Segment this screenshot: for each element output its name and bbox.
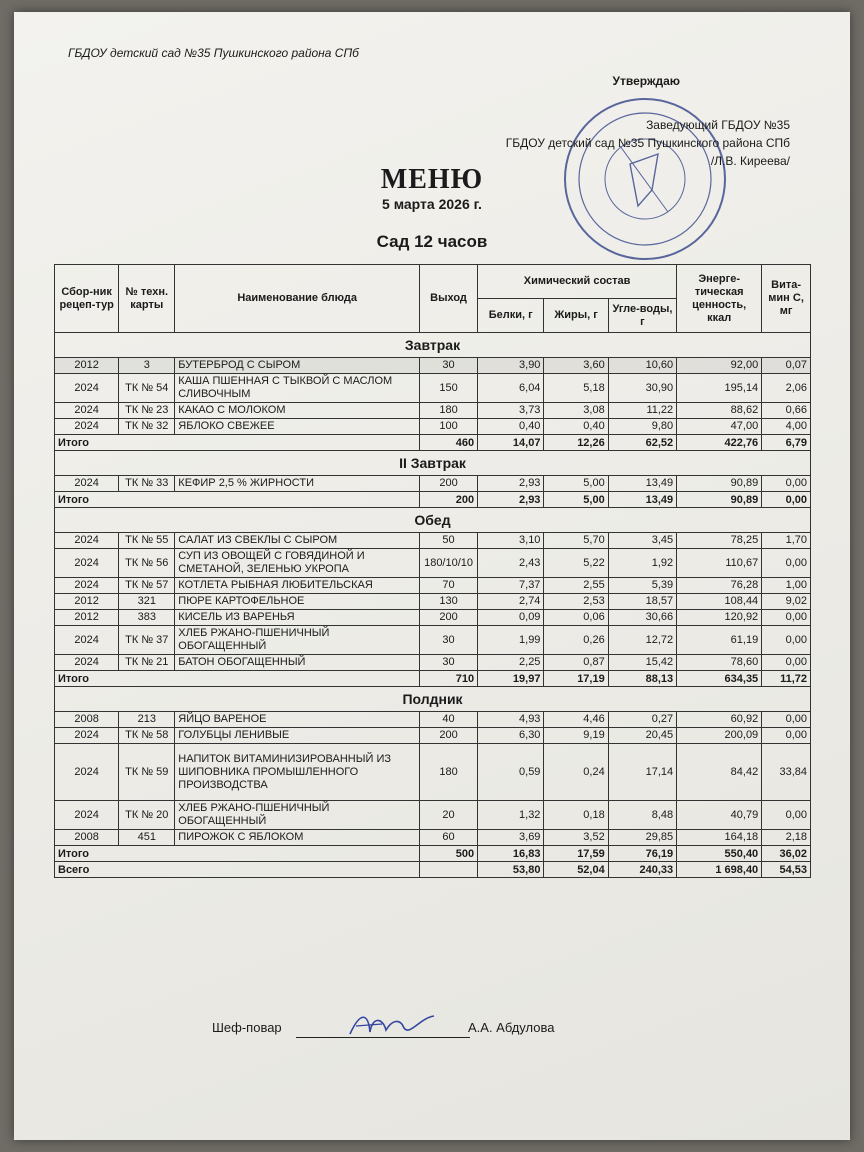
- table-cell: 78,60: [677, 655, 762, 671]
- table-cell: 0,09: [478, 610, 544, 626]
- total-cell: 11,72: [762, 671, 811, 687]
- table-cell: 120,92: [677, 610, 762, 626]
- table-cell: 9,19: [544, 728, 608, 744]
- table-cell: 0,00: [762, 801, 811, 830]
- header-chemical-composition: Химический состав: [478, 265, 677, 299]
- table-cell: 0,00: [762, 712, 811, 728]
- table-cell: 1,70: [762, 533, 811, 549]
- table-cell: КЕФИР 2,5 % ЖИРНОСТИ: [175, 476, 420, 492]
- table-cell: 0,40: [478, 419, 544, 435]
- table-cell: ТК № 59: [119, 744, 175, 801]
- table-cell: 2008: [55, 712, 119, 728]
- total-cell: 6,79: [762, 435, 811, 451]
- table-cell: 2024: [55, 801, 119, 830]
- table-cell: 88,62: [677, 403, 762, 419]
- table-cell: 20,45: [608, 728, 676, 744]
- table-cell: 17,14: [608, 744, 676, 801]
- table-cell: ПЮРЕ КАРТОФЕЛЬНОЕ: [175, 594, 420, 610]
- table-cell: 200: [420, 476, 478, 492]
- table-cell: ТК № 57: [119, 578, 175, 594]
- table-cell: 1,32: [478, 801, 544, 830]
- total-cell: 2,93: [478, 492, 544, 508]
- table-cell: 6,04: [478, 374, 544, 403]
- table-cell: ТК № 21: [119, 655, 175, 671]
- table-cell: 30,66: [608, 610, 676, 626]
- total-cell: 710: [420, 671, 478, 687]
- table-cell: 0,00: [762, 728, 811, 744]
- total-cell: 36,02: [762, 846, 811, 862]
- table-cell: 3,90: [478, 358, 544, 374]
- table-cell: 12,72: [608, 626, 676, 655]
- total-cell: 76,19: [608, 846, 676, 862]
- section-title: Обед: [55, 508, 811, 533]
- table-cell: 6,30: [478, 728, 544, 744]
- total-label: Итого: [55, 846, 420, 862]
- table-cell: 0,07: [762, 358, 811, 374]
- table-row: [55, 549, 811, 578]
- table-row: [55, 594, 811, 610]
- table-cell: 3,08: [544, 403, 608, 419]
- page-title: МЕНЮ: [380, 164, 484, 195]
- table-cell: 2024: [55, 655, 119, 671]
- table-cell: 0,40: [544, 419, 608, 435]
- table-cell: ТК № 54: [119, 374, 175, 403]
- total-cell: 19,97: [478, 671, 544, 687]
- table-cell: 2008: [55, 830, 119, 846]
- table-cell: 60,92: [677, 712, 762, 728]
- table-cell: 40: [420, 712, 478, 728]
- table-cell: 2012: [55, 358, 119, 374]
- table-cell: 2012: [55, 610, 119, 626]
- table-cell: 5,39: [608, 578, 676, 594]
- table-cell: БУТЕРБРОД С СЫРОМ: [175, 358, 420, 374]
- table-row: [55, 419, 811, 435]
- table-cell: ТК № 20: [119, 801, 175, 830]
- total-cell: 550,40: [677, 846, 762, 862]
- grand-total-cell: 240,33: [608, 862, 676, 878]
- total-cell: 460: [420, 435, 478, 451]
- total-cell: 500: [420, 846, 478, 862]
- table-cell: 195,14: [677, 374, 762, 403]
- table-cell: 0,00: [762, 549, 811, 578]
- table-cell: 0,27: [608, 712, 676, 728]
- table-cell: 200: [420, 728, 478, 744]
- table-cell: КАКАО С МОЛОКОМ: [175, 403, 420, 419]
- table-cell: 2,25: [478, 655, 544, 671]
- table-cell: КИСЕЛЬ ИЗ ВАРЕНЬЯ: [175, 610, 420, 626]
- table-cell: 18,57: [608, 594, 676, 610]
- header-proteins: Белки, г: [478, 299, 544, 333]
- table-cell: 3,10: [478, 533, 544, 549]
- table-cell: 164,18: [677, 830, 762, 846]
- table-cell: 180: [420, 744, 478, 801]
- table-cell: 0,87: [544, 655, 608, 671]
- table-cell: 4,00: [762, 419, 811, 435]
- table-cell: 61,19: [677, 626, 762, 655]
- table-cell: 3,73: [478, 403, 544, 419]
- table-cell: 2024: [55, 744, 119, 801]
- table-cell: 2024: [55, 374, 119, 403]
- table-cell: 20: [420, 801, 478, 830]
- table-cell: 180/10/10: [420, 549, 478, 578]
- grand-total-label: Всего: [55, 862, 420, 878]
- table-cell: ПИРОЖОК С ЯБЛОКОМ: [175, 830, 420, 846]
- table-cell: 7,37: [478, 578, 544, 594]
- total-cell: 200: [420, 492, 478, 508]
- table-cell: 30: [420, 626, 478, 655]
- total-cell: 13,49: [608, 492, 676, 508]
- section-header-row: [55, 333, 811, 358]
- grand-total-cell: 1 698,40: [677, 862, 762, 878]
- table-cell: 130: [420, 594, 478, 610]
- table-cell: ЯЙЦО ВАРЕНОЕ: [175, 712, 420, 728]
- table-cell: 3,45: [608, 533, 676, 549]
- table-cell: 70: [420, 578, 478, 594]
- grand-total-row: [55, 862, 811, 878]
- table-cell: 29,85: [608, 830, 676, 846]
- table-cell: 30: [420, 655, 478, 671]
- table-row: [55, 358, 811, 374]
- table-cell: 84,42: [677, 744, 762, 801]
- table-cell: 13,49: [608, 476, 676, 492]
- table-cell: 321: [119, 594, 175, 610]
- section-title: Полдник: [55, 687, 811, 712]
- table-row: [55, 626, 811, 655]
- table-row: [55, 712, 811, 728]
- menu-document: [14, 12, 850, 1140]
- table-cell: 383: [119, 610, 175, 626]
- table-cell: ТК № 33: [119, 476, 175, 492]
- table-cell: 200,09: [677, 728, 762, 744]
- total-cell: 90,89: [677, 492, 762, 508]
- table-cell: ТК № 56: [119, 549, 175, 578]
- total-cell: 88,13: [608, 671, 676, 687]
- table-cell: 0,06: [544, 610, 608, 626]
- total-cell: 12,26: [544, 435, 608, 451]
- menu-date: 5 марта 2026 г.: [382, 196, 482, 212]
- table-cell: КОТЛЕТА РЫБНАЯ ЛЮБИТЕЛЬСКАЯ: [175, 578, 420, 594]
- table-cell: 30,90: [608, 374, 676, 403]
- table-cell: 40,79: [677, 801, 762, 830]
- table-row: [55, 578, 811, 594]
- approval-block: [506, 72, 790, 170]
- chef-name: А.А. Абдулова: [468, 1020, 555, 1035]
- table-cell: ГОЛУБЦЫ ЛЕНИВЫЕ: [175, 728, 420, 744]
- table-cell: ТК № 58: [119, 728, 175, 744]
- total-row: [55, 492, 811, 508]
- table-row: [55, 801, 811, 830]
- menu-table-body: [55, 333, 811, 878]
- table-cell: 2,53: [544, 594, 608, 610]
- table-cell: 2024: [55, 549, 119, 578]
- table-cell: 5,00: [544, 476, 608, 492]
- table-row: [55, 655, 811, 671]
- table-cell: БАТОН ОБОГАЩЕННЫЙ: [175, 655, 420, 671]
- menu-subtitle: Сад 12 часов: [376, 232, 488, 251]
- table-cell: 213: [119, 712, 175, 728]
- table-cell: 2,18: [762, 830, 811, 846]
- approval-line: Заведующий ГБДОУ №35: [646, 118, 790, 132]
- total-label: Итого: [55, 492, 420, 508]
- table-row: [55, 476, 811, 492]
- section-title: Завтрак: [55, 333, 811, 358]
- header-fats: Жиры, г: [544, 299, 608, 333]
- total-cell: 14,07: [478, 435, 544, 451]
- section-header-row: [55, 508, 811, 533]
- table-cell: ТК № 32: [119, 419, 175, 435]
- table-cell: 0,18: [544, 801, 608, 830]
- total-cell: 634,35: [677, 671, 762, 687]
- table-cell: 2012: [55, 594, 119, 610]
- table-cell: 0,59: [478, 744, 544, 801]
- table-cell: 5,18: [544, 374, 608, 403]
- total-cell: 62,52: [608, 435, 676, 451]
- table-cell: ХЛЕБ РЖАНО-ПШЕНИЧНЫЙ ОБОГАЩЕННЫЙ: [175, 626, 420, 655]
- table-cell: САЛАТ ИЗ СВЕКЛЫ С СЫРОМ: [175, 533, 420, 549]
- table-cell: ТК № 55: [119, 533, 175, 549]
- header-tech-card: № техн. карты: [119, 265, 175, 333]
- table-cell: 108,44: [677, 594, 762, 610]
- total-label: Итого: [55, 435, 420, 451]
- table-cell: 180: [420, 403, 478, 419]
- total-cell: 17,19: [544, 671, 608, 687]
- table-cell: 5,70: [544, 533, 608, 549]
- table-cell: 2024: [55, 403, 119, 419]
- table-cell: 1,99: [478, 626, 544, 655]
- approval-title: Утверждаю: [612, 74, 680, 88]
- organization-line: ГБДОУ детский сад №35 Пушкинского района СПб: [68, 46, 359, 60]
- table-cell: 2,74: [478, 594, 544, 610]
- table-cell: 2,55: [544, 578, 608, 594]
- total-cell: 0,00: [762, 492, 811, 508]
- table-cell: 2024: [55, 578, 119, 594]
- section-header-row: [55, 451, 811, 476]
- table-cell: 11,22: [608, 403, 676, 419]
- table-cell: 76,28: [677, 578, 762, 594]
- table-cell: ТК № 37: [119, 626, 175, 655]
- total-cell: 17,59: [544, 846, 608, 862]
- table-row: [55, 744, 811, 801]
- table-cell: ЯБЛОКО СВЕЖЕЕ: [175, 419, 420, 435]
- grand-total-cell: 54,53: [762, 862, 811, 878]
- table-cell: 2024: [55, 476, 119, 492]
- signature-line: [296, 1037, 470, 1038]
- total-row: [55, 671, 811, 687]
- table-cell: 4,46: [544, 712, 608, 728]
- table-cell: 200: [420, 610, 478, 626]
- table-cell: 0,00: [762, 610, 811, 626]
- total-row: [55, 435, 811, 451]
- table-cell: 50: [420, 533, 478, 549]
- approval-signatory: /Л.В. Киреева/: [710, 154, 790, 168]
- table-cell: 3,69: [478, 830, 544, 846]
- header-dish-name: Наименование блюда: [175, 265, 420, 333]
- table-cell: 92,00: [677, 358, 762, 374]
- total-row: [55, 846, 811, 862]
- table-cell: СУП ИЗ ОВОЩЕЙ С ГОВЯДИНОЙ И СМЕТАНОЙ, ЗЕЛЕНЬЮ УКРОПА: [175, 549, 420, 578]
- table-cell: 1,92: [608, 549, 676, 578]
- table-cell: КАША ПШЕННАЯ С ТЫКВОЙ С МАСЛОМ СЛИВОЧНЫМ: [175, 374, 420, 403]
- table-cell: 150: [420, 374, 478, 403]
- table-cell: 0,00: [762, 476, 811, 492]
- table-cell: 10,60: [608, 358, 676, 374]
- total-label: Итого: [55, 671, 420, 687]
- table-cell: 0,00: [762, 626, 811, 655]
- table-row: [55, 728, 811, 744]
- table-cell: НАПИТОК ВИТАМИНИЗИРОВАННЫЙ ИЗ ШИПОВНИКА ПРОМЫШЛЕННОГО ПРОИЗВОДСТВА: [175, 744, 420, 801]
- header-carbs: Угле-воды, г: [608, 299, 676, 333]
- table-cell: 30: [420, 358, 478, 374]
- chef-label: Шеф-повар: [212, 1020, 282, 1035]
- section-title: II Завтрак: [55, 451, 811, 476]
- table-cell: 2024: [55, 626, 119, 655]
- table-cell: 3: [119, 358, 175, 374]
- table-cell: 33,84: [762, 744, 811, 801]
- table-cell: 9,80: [608, 419, 676, 435]
- table-cell: 2024: [55, 533, 119, 549]
- table-cell: 0,66: [762, 403, 811, 419]
- table-cell: 3,60: [544, 358, 608, 374]
- header-energy: Энерге-тическая ценность, ккал: [677, 265, 762, 333]
- table-cell: 110,67: [677, 549, 762, 578]
- grand-total-cell: 53,80: [478, 862, 544, 878]
- table-cell: 8,48: [608, 801, 676, 830]
- approval-line: ГБДОУ детский сад №35 Пушкинского района СПб: [505, 136, 790, 150]
- table-cell: 4,93: [478, 712, 544, 728]
- table-cell: 100: [420, 419, 478, 435]
- header-vitamin-c: Вита-мин С, мг: [762, 265, 811, 333]
- table-cell: 2,93: [478, 476, 544, 492]
- table-cell: 3,52: [544, 830, 608, 846]
- table-cell: 2,43: [478, 549, 544, 578]
- table-cell: 9,02: [762, 594, 811, 610]
- grand-total-cell: [420, 862, 478, 878]
- header-portion: Выход: [420, 265, 478, 333]
- total-cell: 16,83: [478, 846, 544, 862]
- table-cell: 0,24: [544, 744, 608, 801]
- table-cell: 0,00: [762, 655, 811, 671]
- table-cell: 5,22: [544, 549, 608, 578]
- total-cell: 422,76: [677, 435, 762, 451]
- menu-table: [54, 264, 811, 878]
- grand-total-cell: 52,04: [544, 862, 608, 878]
- table-cell: 2024: [55, 419, 119, 435]
- table-cell: 78,25: [677, 533, 762, 549]
- table-row: [55, 374, 811, 403]
- table-cell: 0,26: [544, 626, 608, 655]
- table-cell: 2,06: [762, 374, 811, 403]
- header-collection: Сбор-ник рецеп-тур: [55, 265, 119, 333]
- table-cell: 1,00: [762, 578, 811, 594]
- table-row: [55, 830, 811, 846]
- table-cell: 60: [420, 830, 478, 846]
- table-cell: 15,42: [608, 655, 676, 671]
- section-header-row: [55, 687, 811, 712]
- table-cell: ТК № 23: [119, 403, 175, 419]
- table-cell: 47,00: [677, 419, 762, 435]
- table-row: [55, 533, 811, 549]
- table-cell: ХЛЕБ РЖАНО-ПШЕНИЧНЫЙ ОБОГАЩЕННЫЙ: [175, 801, 420, 830]
- table-cell: 451: [119, 830, 175, 846]
- total-cell: 5,00: [544, 492, 608, 508]
- table-cell: 2024: [55, 728, 119, 744]
- table-cell: 90,89: [677, 476, 762, 492]
- table-row: [55, 403, 811, 419]
- table-row: [55, 610, 811, 626]
